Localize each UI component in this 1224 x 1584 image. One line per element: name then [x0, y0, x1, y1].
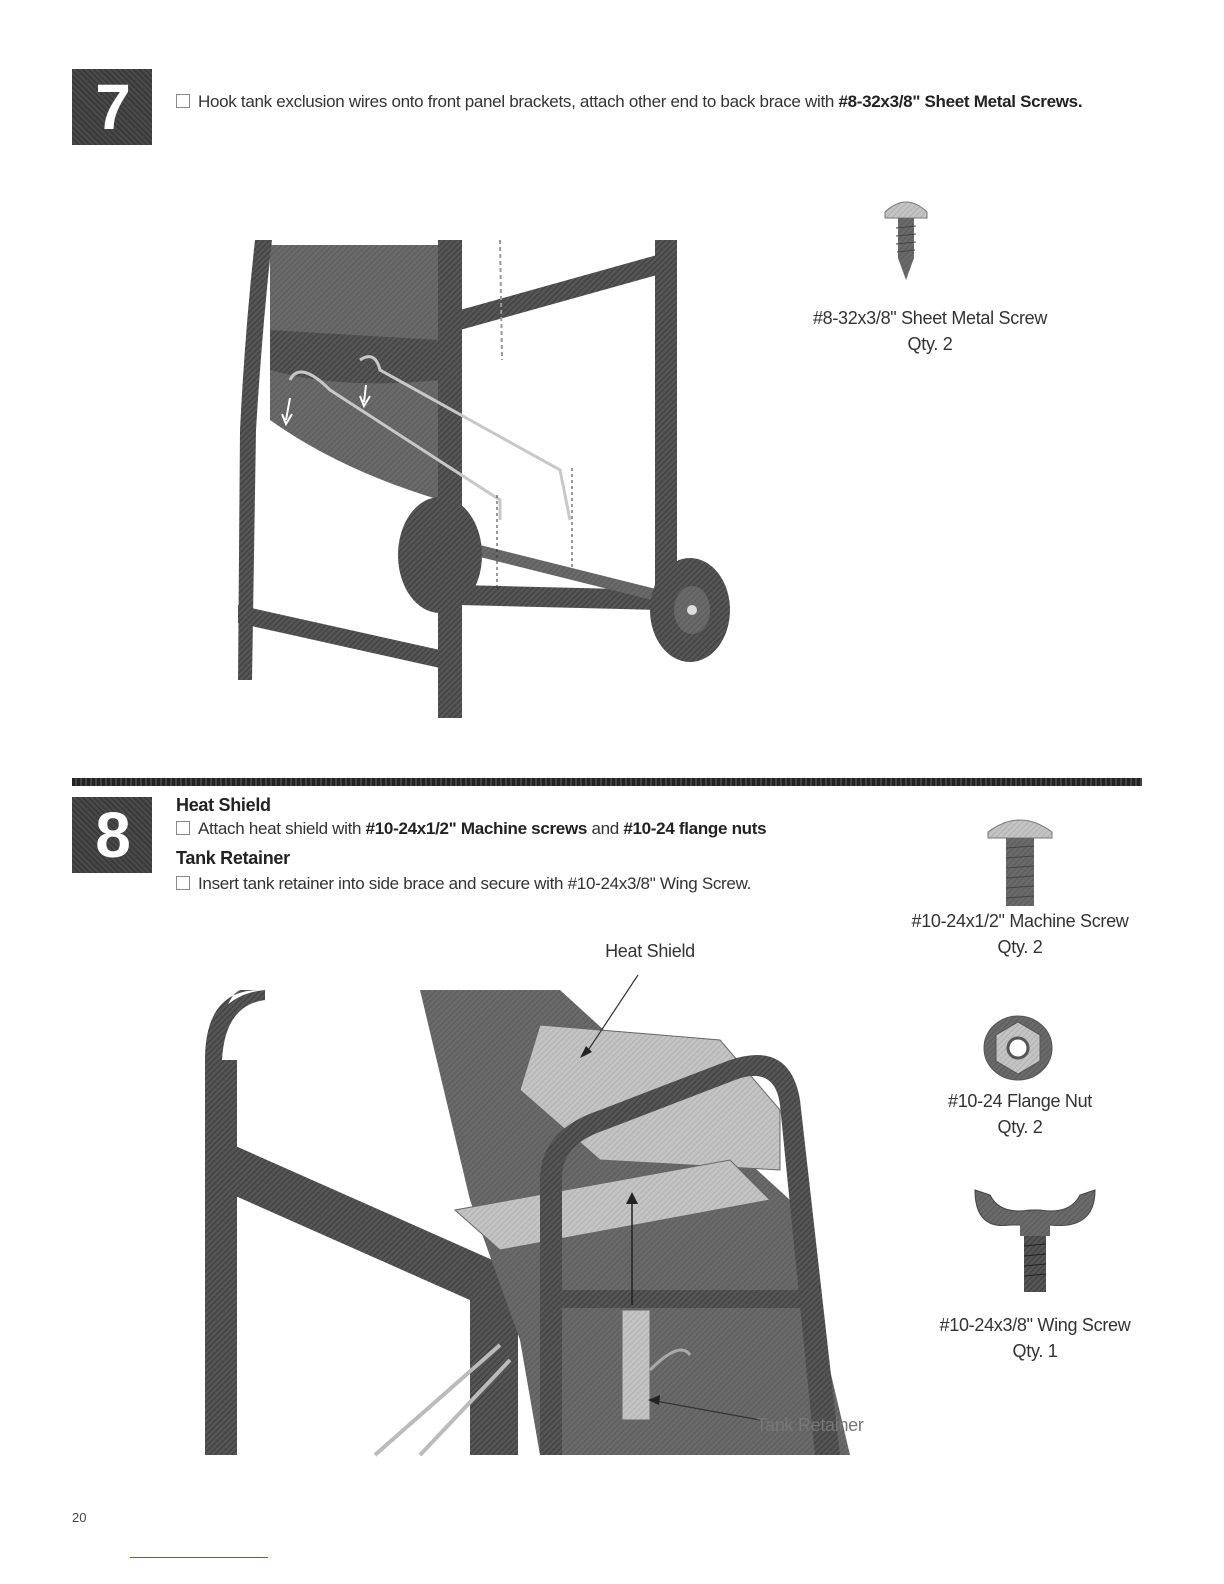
step-7-text-bold: #8-32x3/8" Sheet Metal Screws. [838, 92, 1083, 111]
heat-shield-bold-1: #10-24x1/2" Machine screws [365, 819, 588, 838]
footer-rule [130, 1557, 268, 1558]
machine-screw-icon [988, 820, 1052, 906]
step-7-number: 7 [95, 71, 129, 143]
step-8-number: 8 [95, 799, 129, 871]
flange-nut-item [900, 1088, 1140, 1140]
machine-screw-item [900, 908, 1140, 960]
heat-shield-callout: Heat Shield [605, 941, 695, 961]
hardware-name: #10-24x3/8" Wing Screw [939, 1315, 1131, 1335]
hardware-qty: Qty. 2 [997, 937, 1043, 957]
tank-retainer-heading: Tank Retainer [176, 848, 290, 868]
hardware-qty: Qty. 2 [997, 1117, 1043, 1137]
hardware-qty: Qty. 2 [907, 334, 953, 354]
step-7-text: Hook tank exclusion wires onto front panel brackets, attach other end to back brace with [198, 92, 839, 111]
heat-shield-bold-2: #10-24 flange nuts [623, 819, 767, 838]
tank-retainer-part [622, 1310, 650, 1420]
heat-shield-text: Attach heat shield with [198, 819, 366, 838]
frame-crossbar [562, 1290, 802, 1308]
flange-nut-icon [984, 1016, 1052, 1080]
page-number: 20 [72, 1510, 87, 1525]
heat-shield-and: and [587, 819, 624, 838]
tank-retainer-callout: Tank Retainer [756, 1415, 864, 1435]
hardware-qty: Qty. 1 [1012, 1341, 1058, 1361]
heat-shield-heading: Heat Shield [176, 795, 271, 815]
tank-retainer-text: Insert tank retainer into side brace and secure with #10-24x3/8" Wing Screw. [198, 874, 752, 893]
wing-screw-item [915, 1312, 1155, 1364]
wing-screw-icon [975, 1190, 1095, 1292]
hardware-name: #10-24 Flange Nut [948, 1091, 1092, 1111]
hardware-name: #10-24x1/2" Machine Screw [911, 911, 1129, 931]
hardware-name: #8-32x3/8" Sheet Metal Screw [812, 308, 1048, 328]
